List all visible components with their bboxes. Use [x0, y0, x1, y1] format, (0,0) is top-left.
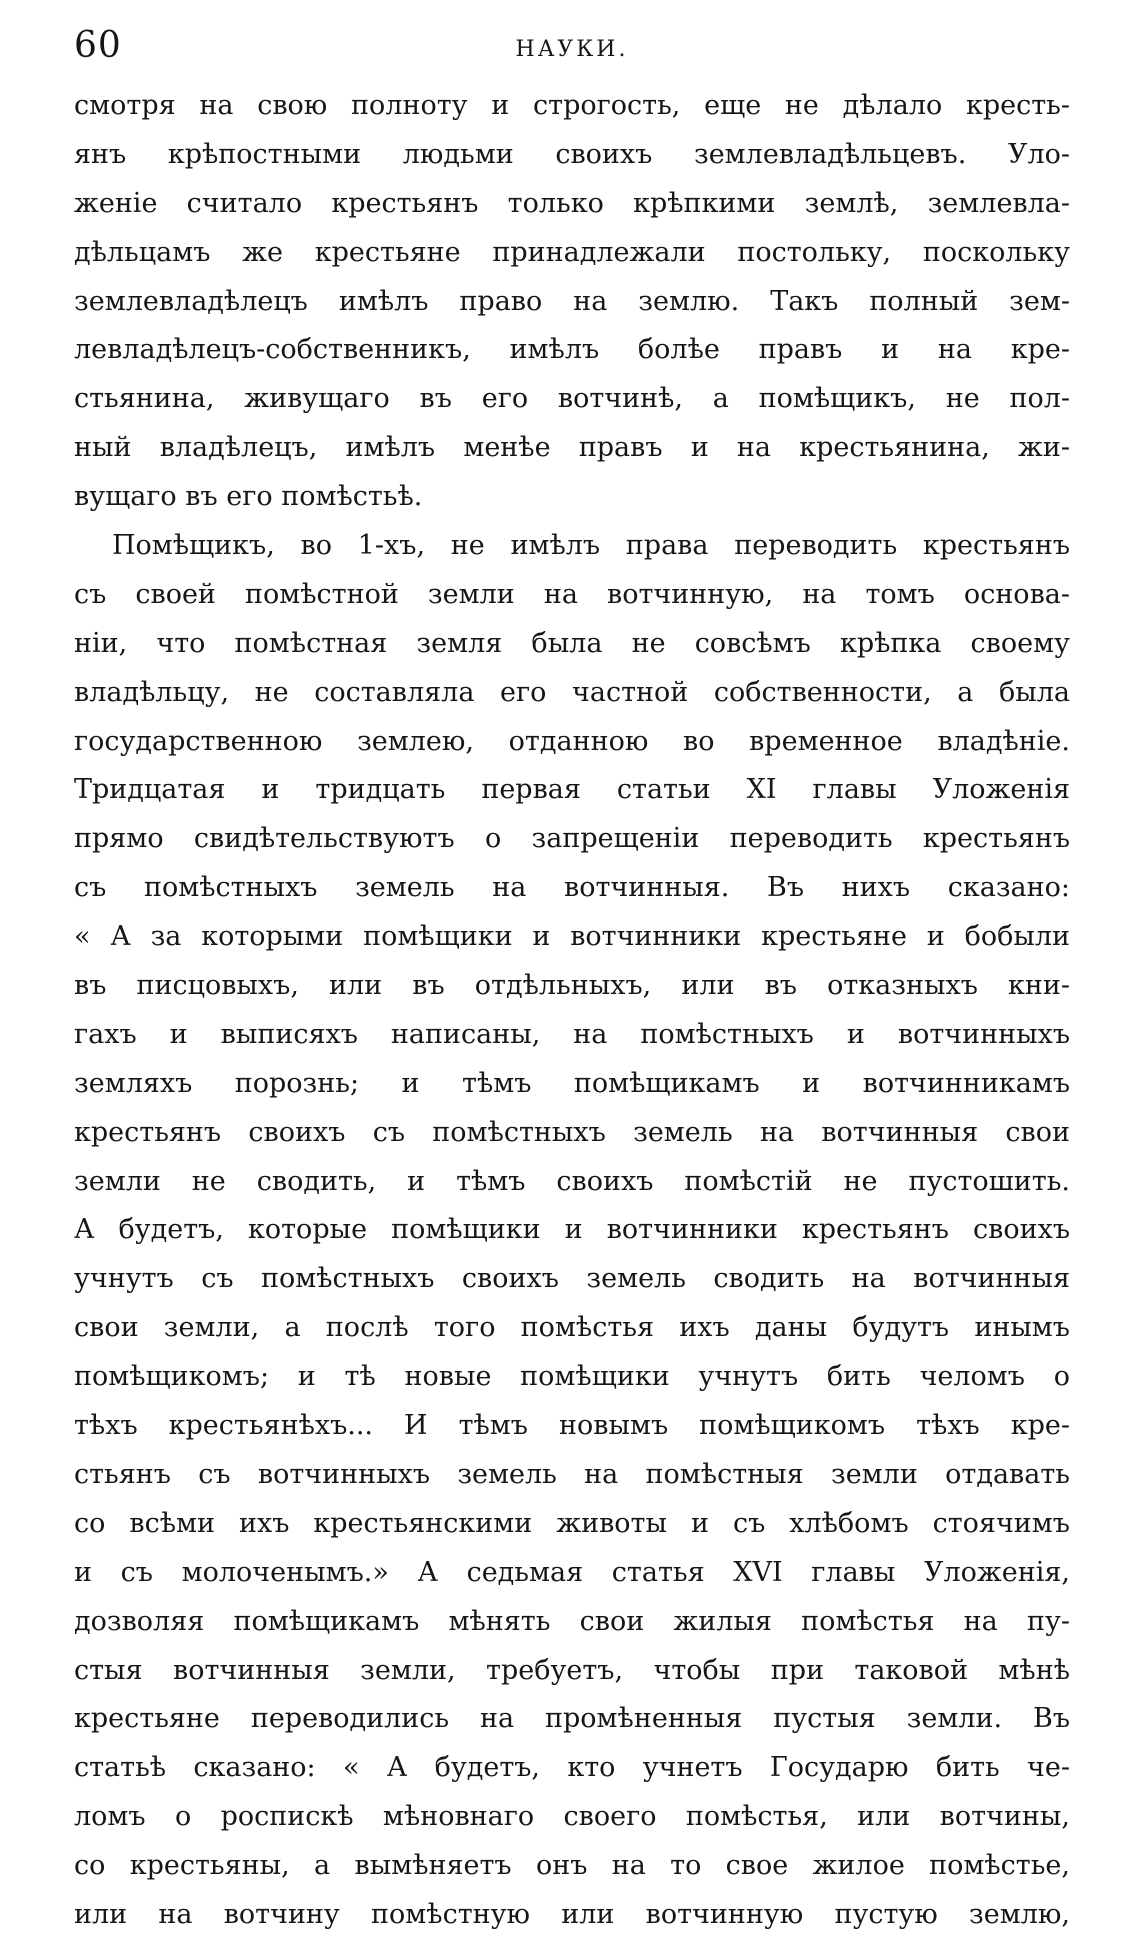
text-line: Тридцатая и тридцать первая статьи XI главы Уложенія: [74, 774, 1070, 806]
text-line: стьянъ съ вотчинныхъ земель на помѣстныя земли отдавать: [74, 1458, 1070, 1490]
page-header: [74, 22, 1070, 70]
text-line: ніи, что помѣстная земля была не совсѣмъ крѣпка своему: [74, 627, 1070, 659]
text-line: гахъ и выписяхъ написаны, на помѣстныхъ и вотчинныхъ: [74, 1018, 1070, 1050]
text-line: помѣщикомъ; и тѣ новые помѣщики учнутъ бить челомъ о: [74, 1361, 1070, 1393]
text-line: ломъ о роспискѣ мѣновнаго своего помѣстья, или вотчины,: [74, 1801, 1070, 1833]
text-line: съ своей помѣстной земли на вотчинную, на томъ основа-: [74, 578, 1070, 610]
text-line: земли не сводить, и тѣмъ своихъ помѣстій не пустошить.: [74, 1165, 1070, 1197]
text-line: вущаго въ его помѣстьѣ.: [74, 481, 423, 513]
text-line: статьѣ сказано: « А будетъ, кто учнетъ Государю бить че-: [74, 1752, 1070, 1784]
text-line: дѣльцамъ же крестьяне принадлежали постольку, поскольку: [74, 236, 1070, 268]
text-line: и съ молоченымъ.» А седьмая статья XVI главы Уложенія,: [74, 1556, 1070, 1588]
text-line: крестьяне переводились на промѣненныя пустыя земли. Въ: [74, 1703, 1070, 1735]
text-line: крестьянъ своихъ съ помѣстныхъ земель на вотчинныя свои: [74, 1116, 1070, 1148]
text-line: свои земли, а послѣ того помѣстья ихъ даны будутъ инымъ: [74, 1312, 1070, 1344]
text-line: стыя вотчинныя земли, требуетъ, чтобы при таковой мѣнѣ: [74, 1654, 1070, 1686]
page-number: 60: [74, 25, 122, 66]
text-line: со всѣми ихъ крестьянскими животы и съ хлѣбомъ стоячимъ: [74, 1507, 1070, 1539]
text-line: А будетъ, которые помѣщики и вотчинники крестьянъ своихъ: [74, 1214, 1070, 1246]
text-line: смотря на свою полноту и строгость, еще не дѣлало кресть-: [74, 90, 1070, 121]
text-line: государственною землею, отданною во временное владѣніе.: [74, 725, 1070, 757]
text-line: со крестьяны, а вымѣняетъ онъ на то свое жилое помѣстье,: [74, 1850, 1070, 1882]
text-line: землевладѣлецъ имѣлъ право на землю. Такъ полный зем-: [74, 285, 1070, 317]
text-line: янъ крѣпостными людьми своихъ землевладѣльцевъ. Уло-: [74, 138, 1070, 170]
text-line: въ писцовыхъ, или въ отдѣльныхъ, или въ отказныхъ кни-: [74, 970, 1070, 1002]
text-line: или на вотчину помѣстную или вотчинную пустую землю,: [74, 1898, 1070, 1930]
text-line: владѣльцу, не составляла его частной собственности, а была: [74, 676, 1070, 708]
text-line: дозволяя помѣщикамъ мѣнять свои жилыя помѣстья на пу-: [74, 1605, 1070, 1637]
text-line: учнутъ съ помѣстныхъ своихъ земель сводить на вотчинныя: [74, 1263, 1070, 1295]
text-line: земляхъ порознь; и тѣмъ помѣщикамъ и вотчинникамъ: [74, 1067, 1070, 1099]
text-line: прямо свидѣтельствуютъ о запрещеніи переводить крестьянъ: [74, 823, 1070, 855]
running-head: НАУКИ.: [515, 37, 629, 62]
text-line: съ помѣстныхъ земель на вотчинныя. Въ нихъ сказано:: [74, 872, 1070, 904]
text-line: женіе считало крестьянъ только крѣпкими землѣ, землевла-: [74, 187, 1070, 219]
text-line: левладѣлецъ-собственникъ, имѣлъ болѣе правъ и на кре-: [74, 334, 1070, 366]
paragraph-first-line: Помѣщикъ, во 1-хъ, не имѣлъ права переводить крестьянъ: [112, 530, 1070, 562]
body-text: [74, 82, 1070, 1940]
text-line: стьянина, живущаго въ его вотчинѣ, а помѣщикъ, не пол-: [74, 383, 1070, 415]
text-line: ный владѣлецъ, имѣлъ менѣе правъ и на крестьянина, жи-: [74, 432, 1070, 464]
text-line: тѣхъ крестьянѣхъ... И тѣмъ новымъ помѣщикомъ тѣхъ кре-: [74, 1410, 1070, 1442]
text-line: « А за которыми помѣщики и вотчинники крестьяне и бобыли: [74, 921, 1070, 953]
